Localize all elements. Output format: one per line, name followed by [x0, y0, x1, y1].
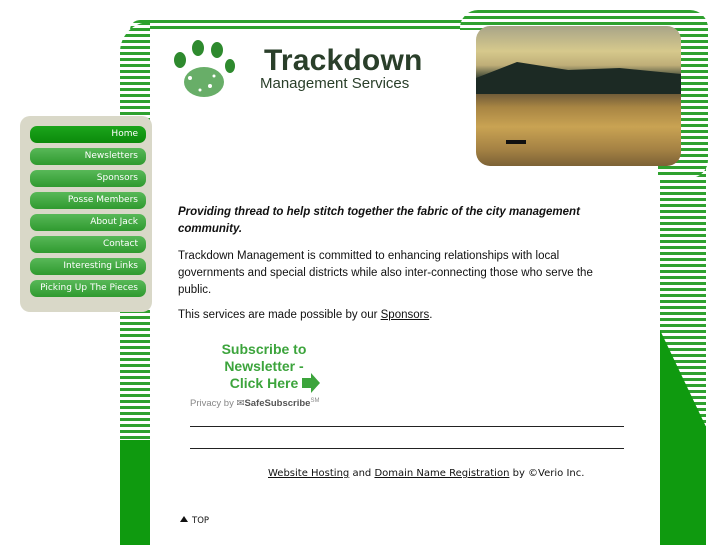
website-hosting-link[interactable]: Website Hosting [268, 468, 350, 479]
privacy-note [190, 398, 319, 409]
nav-home-button[interactable]: Home [30, 126, 146, 143]
intro-paragraph: Trackdown Management is committed to enhancing relationships with local governments and special districts while also inter-connecting those who serve the public. [178, 250, 593, 296]
domain-registration-link[interactable]: Domain Name Registration [374, 468, 510, 479]
up-triangle-icon [180, 516, 188, 522]
divider [190, 448, 624, 449]
photo-hills [476, 54, 681, 94]
sidebar-nav [20, 116, 152, 312]
back-to-top-link[interactable] [180, 516, 209, 526]
logo-subtitle: Management Services [260, 75, 410, 92]
nav-interesting-links-button[interactable]: Interesting Links [30, 258, 146, 275]
safesubscribe-brand[interactable]: SafeSubscribe [244, 398, 311, 410]
sponsor-line [178, 309, 432, 321]
right-arrow-icon[interactable] [302, 373, 320, 393]
frame-top-stripes [130, 20, 470, 30]
sponsor-prefix: This services are made possible by our [178, 309, 381, 321]
nav-contact-button[interactable]: Contact [30, 236, 146, 253]
logo-title: Trackdown [264, 44, 423, 77]
photo-boat [506, 140, 526, 144]
footer-by: by ©Verio Inc. [509, 468, 585, 479]
top-label: TOP [192, 516, 210, 526]
divider [190, 426, 624, 427]
paw-logo-icon [170, 38, 242, 102]
nav-posse-members-button[interactable]: Posse Members [30, 192, 146, 209]
service-mark: SM [310, 398, 320, 404]
nav-picking-up-the-pieces-button[interactable]: Picking Up The Pieces [30, 280, 146, 297]
privacy-prefix: Privacy by [190, 398, 234, 410]
nav-newsletters-button[interactable]: Newsletters [30, 148, 146, 165]
nav-sponsors-button[interactable]: Sponsors [30, 170, 146, 187]
subscribe-line-2: Newsletter - [224, 358, 304, 374]
subscribe-line-1: Subscribe to [221, 341, 307, 357]
frame-left-green-band [120, 440, 150, 545]
envelope-check-icon: ✉ [236, 398, 245, 410]
footer [268, 468, 584, 479]
sponsors-link[interactable]: Sponsors [380, 309, 430, 321]
nav-about-jack-button[interactable]: About Jack [30, 214, 146, 231]
footer-and: and [349, 468, 375, 479]
header-photo [476, 26, 681, 166]
tagline: Providing thread to help stitch together the fabric of the city management community. [178, 206, 580, 235]
sponsor-suffix: . [429, 309, 433, 321]
subscribe-line-3: Click Here [229, 375, 299, 391]
